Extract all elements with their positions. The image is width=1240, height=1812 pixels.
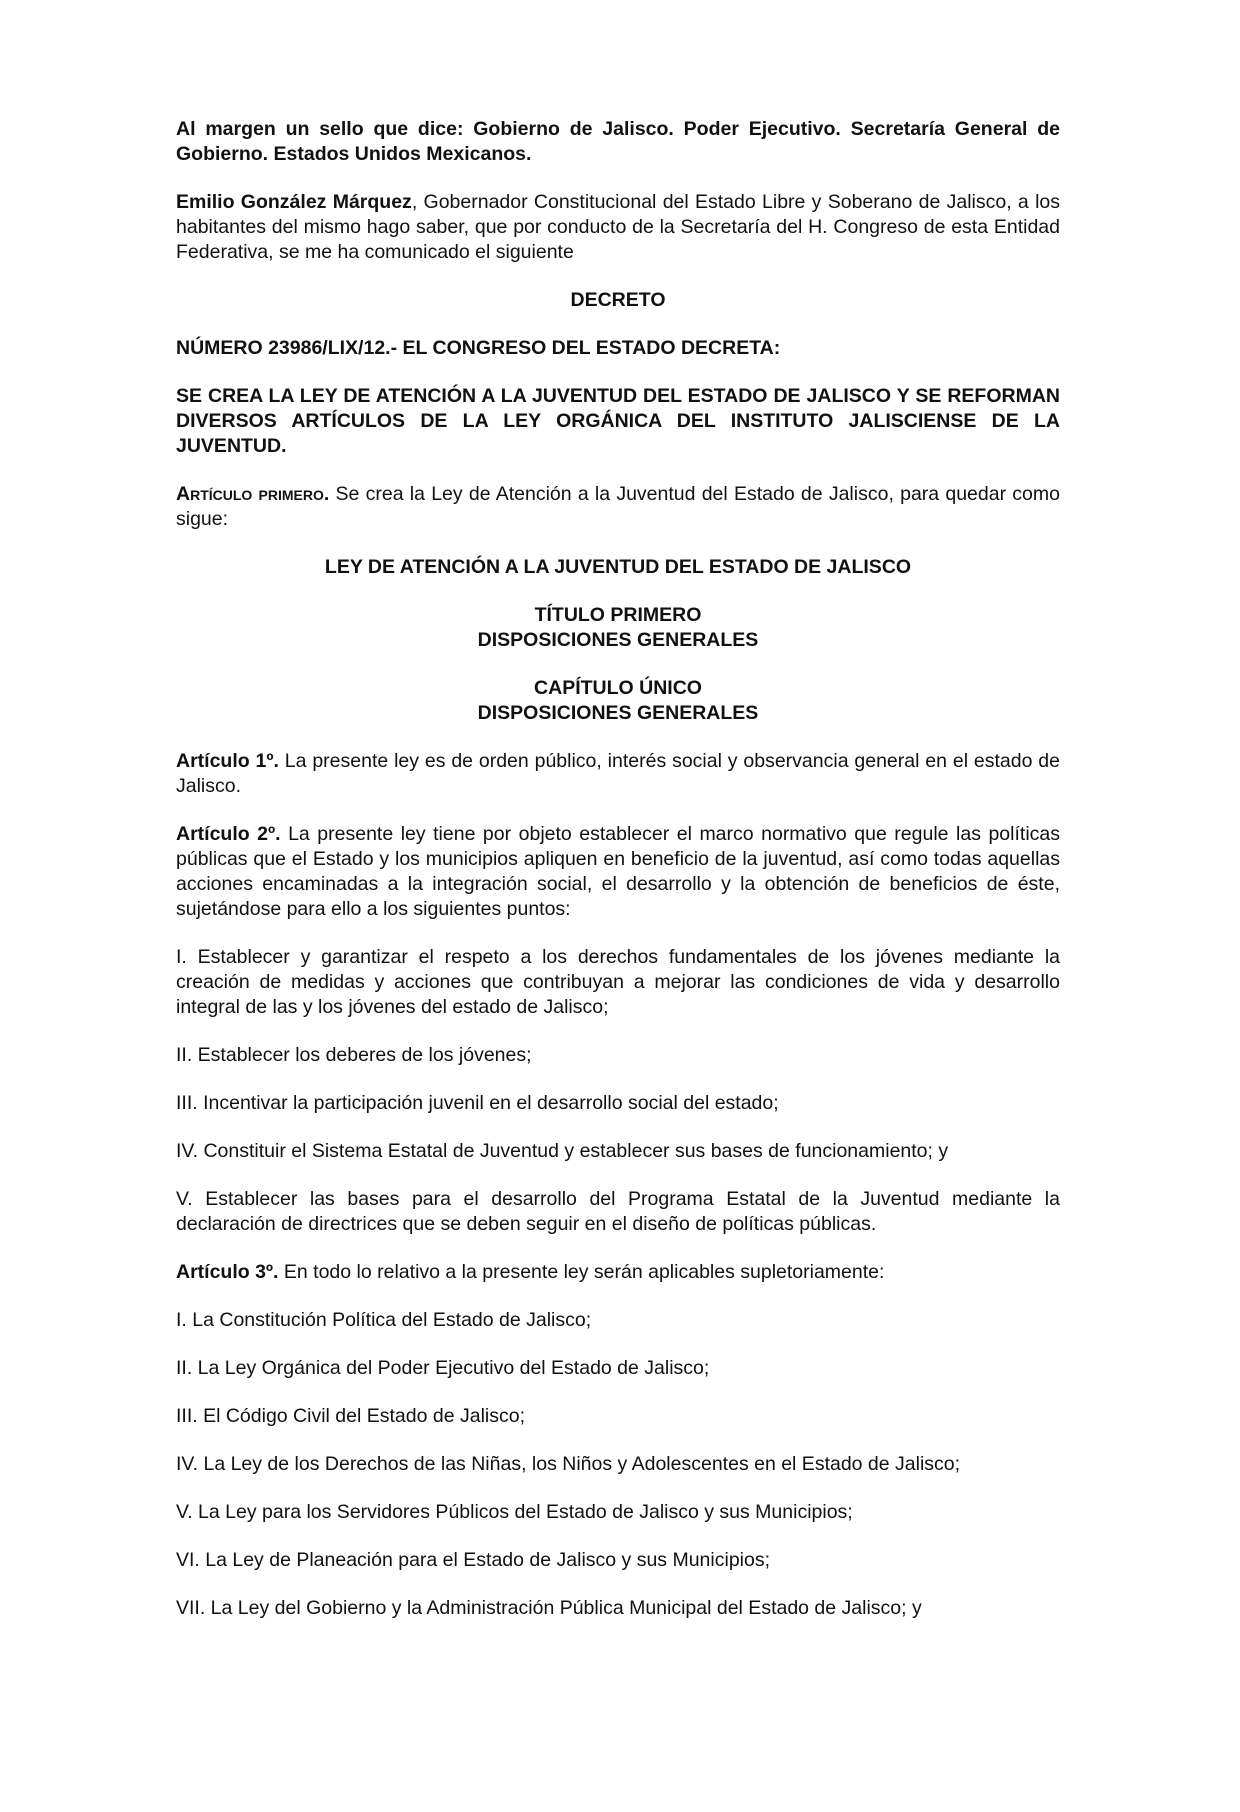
document-page [176,117,1060,1621]
capitulo-line-1: CAPÍTULO ÚNICO [534,677,702,699]
article-3-label: Artículo 3º. [176,1261,279,1283]
decree-summary: SE CREA LA LEY DE ATENCIÓN A LA JUVENTUD DEL ESTADO DE JALISCO Y SE REFORMAN DIVERSOS ARTÍCULOS DE LA LEY ORGÁNICA DEL INSTITUTO JALISCIENSE DE LA JUVENTUD. [176,385,1060,457]
seal-margin-note: Al margen un sello que dice: Gobierno de Jalisco. Poder Ejecutivo. Secretaría General de Gobierno. Estados Unidos Mexicanos. [176,118,1060,165]
article-3-item: V. La Ley para los Servidores Públicos del Estado de Jalisco y sus Municipios; [176,1501,853,1523]
article-2-text: La presente ley tiene por objeto establecer el marco normativo que regule las políticas públicas que el Estado y los municipios apliquen en beneficio de la juventud, así como todas aquellas acciones encaminadas a la integración social, el desarrollo y la obtención de beneficios de éste, sujetándose para ello a los siguientes puntos: [176,823,1060,920]
article-3-item: II. La Ley Orgánica del Poder Ejecutivo del Estado de Jalisco; [176,1357,710,1379]
capitulo-line-2: DISPOSICIONES GENERALES [477,702,759,724]
article-first-label: Artículo primero. [176,483,330,505]
decree-heading: DECRETO [570,289,666,311]
article-2-item: V. Establecer las bases para el desarrollo del Programa Estatal de la Juventud mediante la declaración de directrices que se deben seguir en el diseño de políticas públicas. [176,1188,1060,1235]
article-3-text: En todo lo relativo a la presente ley serán aplicables supletoriamente: [278,1261,885,1283]
article-2-item: I. Establecer y garantizar el respeto a los derechos fundamentales de los jóvenes mediante la creación de medidas y acciones que contribuyan a mejorar las condiciones de vida y desarrollo integral de las y los jóvenes del estado de Jalisco; [176,946,1060,1018]
decree-number-line: NÚMERO 23986/LIX/12.- EL CONGRESO DEL ESTADO DECRETA: [176,337,781,359]
article-2-label: Artículo 2º. [176,823,281,845]
article-3-item: I. La Constitución Política del Estado de Jalisco; [176,1309,592,1331]
article-3-item: VI. La Ley de Planeación para el Estado de Jalisco y sus Municipios; [176,1549,771,1571]
article-3-item: IV. La Ley de los Derechos de las Niñas, los Niños y Adolescentes en el Estado de Jalisco; [176,1453,961,1475]
titulo-line-2: DISPOSICIONES GENERALES [477,629,759,651]
article-3-item: VII. La Ley del Gobierno y la Administración Pública Municipal del Estado de Jalisco; y [176,1597,922,1619]
governor-name: Emilio González Márquez [176,191,412,213]
article-2-item: III. Incentivar la participación juvenil en el desarrollo social del estado; [176,1092,779,1114]
article-2-item: II. Establecer los deberes de los jóvenes; [176,1044,532,1066]
promulgation-text: , Gobernador Constitucional del Estado Libre y Soberano de Jalisco, a los habitantes del mismo hago saber, que por conducto de la Secretaría del H. Congreso de esta Entidad Federativa, se me ha comunicado el siguiente [176,191,1060,263]
article-3-item: III. El Código Civil del Estado de Jalisco; [176,1405,526,1427]
titulo-line-1: TÍTULO PRIMERO [534,604,702,626]
article-1-text: La presente ley es de orden público, interés social y observancia general en el estado de Jalisco. [176,750,1060,797]
capitulo-unico-heading [176,676,1060,726]
article-first-paragraph [176,482,1060,532]
titulo-primero-heading [176,603,1060,653]
article-2-paragraph [176,822,1060,922]
law-title: LEY DE ATENCIÓN A LA JUVENTUD DEL ESTADO DE JALISCO [324,556,912,578]
promulgation-paragraph [176,190,1060,265]
article-1-label: Artículo 1º. [176,750,279,772]
article-3-paragraph [176,1260,1060,1285]
article-1-paragraph [176,749,1060,799]
article-2-item: IV. Constituir el Sistema Estatal de Juventud y establecer sus bases de funcionamiento; y [176,1140,949,1162]
article-first-text: Se crea la Ley de Atención a la Juventud del Estado de Jalisco, para quedar como sigue: [176,483,1060,530]
